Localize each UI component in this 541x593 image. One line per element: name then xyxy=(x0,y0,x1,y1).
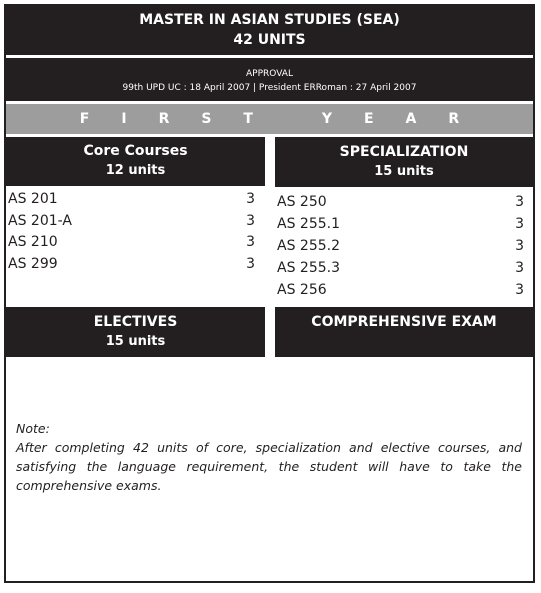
course-code: AS 255.3 xyxy=(277,260,340,276)
course-units: 3 xyxy=(515,260,524,276)
course-units: 3 xyxy=(246,212,255,229)
course-code: AS 210 xyxy=(8,234,58,250)
course-units: 3 xyxy=(515,238,524,254)
note-text: After completing 42 units of core, specialization and elective courses, and satisfying the language requirement, the student will have to take the comprehensive exams. xyxy=(16,440,522,493)
course-code: AS 201-A xyxy=(8,212,72,229)
electives-title: ELECTIVES xyxy=(93,314,178,330)
comprehensive-exam-title: COMPREHENSIVE EXAM xyxy=(311,314,497,330)
course-row xyxy=(277,191,524,213)
course-row xyxy=(277,279,524,301)
course-row xyxy=(277,213,524,235)
course-units: 3 xyxy=(515,216,524,232)
course-units: 3 xyxy=(515,282,524,298)
approval-block xyxy=(4,58,535,101)
course-units: 3 xyxy=(246,255,255,272)
core-courses-title: Core Courses xyxy=(83,143,188,159)
course-code: AS 299 xyxy=(8,255,58,272)
note-block xyxy=(16,419,522,495)
course-units: 3 xyxy=(246,191,255,207)
specialization-header xyxy=(275,137,533,187)
program-title: MASTER IN ASIAN STUDIES (SEA) xyxy=(139,12,400,28)
electives-header xyxy=(6,307,265,357)
course-row xyxy=(8,232,255,254)
program-total-units: 42 UNITS xyxy=(233,32,306,48)
specialization-units: 15 units xyxy=(374,164,434,179)
core-course-list xyxy=(8,189,255,275)
course-code: AS 250 xyxy=(277,194,327,210)
note-label: Note: xyxy=(16,421,50,436)
core-courses-units: 12 units xyxy=(105,163,166,178)
approval-label: APPROVAL xyxy=(246,69,293,79)
electives-units: 15 units xyxy=(105,334,166,349)
course-units: 3 xyxy=(246,234,255,250)
core-courses-header xyxy=(6,137,265,186)
course-code: AS 255.2 xyxy=(277,238,340,254)
specialization-title: SPECIALIZATION xyxy=(339,144,469,160)
course-code: AS 256 xyxy=(277,282,327,298)
approval-details: 99th UPD UC : 18 April 2007 | President ERRoman : 27 April 2007 xyxy=(122,83,417,93)
course-row xyxy=(277,235,524,257)
course-row xyxy=(8,254,255,276)
course-units: 3 xyxy=(515,194,524,210)
course-row xyxy=(8,189,255,211)
program-title-block xyxy=(4,4,535,55)
comprehensive-exam-header xyxy=(275,307,533,357)
course-code: AS 255.1 xyxy=(277,216,340,232)
specialization-course-list xyxy=(277,191,524,301)
course-code: AS 201 xyxy=(8,191,58,207)
course-row xyxy=(277,257,524,279)
course-row xyxy=(8,211,255,233)
year-banner: FIRST YEAR xyxy=(6,104,533,134)
